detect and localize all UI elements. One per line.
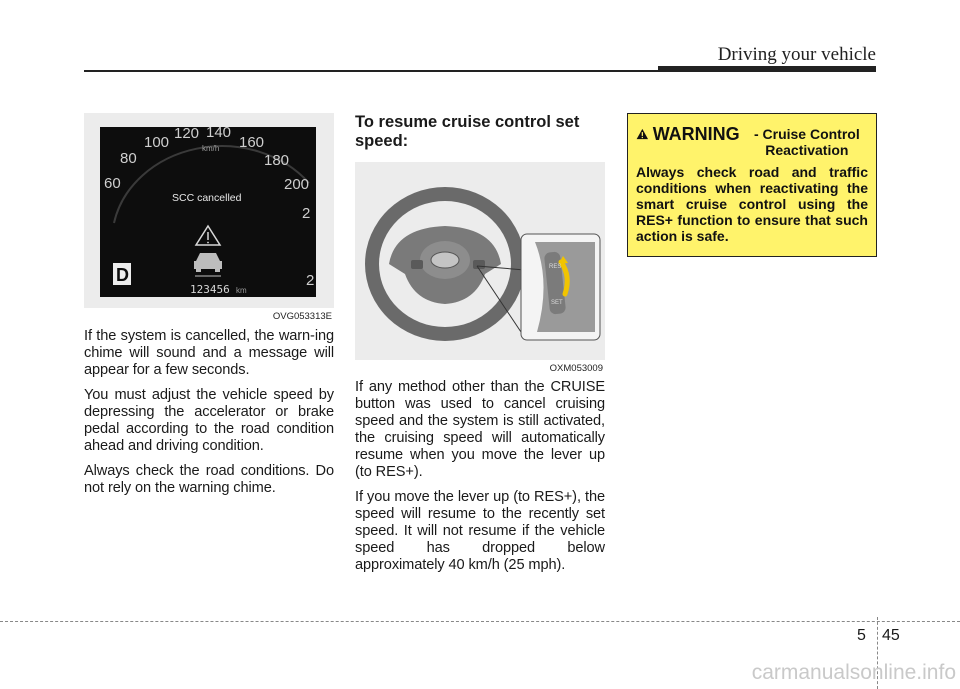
column-left-text [84, 328, 334, 497]
section-title: Driving your vehicle [717, 44, 876, 65]
speed-tick: 200 [284, 176, 310, 193]
column-right [627, 113, 877, 257]
instrument-cluster-image [84, 113, 334, 308]
paragraph: If the system is cancelled, the warn-ing chime will sound and a message will appear for a few seconds. [84, 328, 334, 378]
paragraph: You must adjust the vehicle speed by depressing the accelerator or brake pedal according to the road condition ahead and driving condition. [84, 387, 334, 454]
warning-box [627, 113, 877, 257]
steering-wheel-figure [355, 162, 605, 374]
section-heading: To resume cruise control set speed: [355, 113, 580, 150]
speed-tick: 180 [264, 152, 290, 169]
speed-tick: 120 [174, 125, 200, 142]
warning-icon [636, 125, 649, 143]
cluster-figure [84, 113, 334, 322]
speed-tick: 2 [306, 272, 315, 289]
speed-tick: 160 [239, 134, 265, 151]
speed-tick: 80 [120, 150, 137, 167]
warning-text: Always check road and traffic conditions when reactivating the smart cruise control using the RES+ function to ensure that such action is safe. [636, 164, 868, 244]
column-middle-text [355, 379, 605, 574]
column-middle [355, 113, 605, 582]
gear-indicator: D [116, 265, 129, 285]
figure-caption: OXM053009 [549, 363, 603, 374]
paragraph: If you move the lever up (to RES+), the speed will resume to the recently set speed. It will not resume if the vehicle speed has dropped below approximately 40 km/h (25 mph). [355, 489, 605, 573]
warning-header [636, 124, 868, 158]
display-message: SCC cancelled [172, 192, 242, 204]
speed-tick: 140 [206, 124, 232, 141]
lever-label-set: SET [551, 300, 563, 306]
paragraph: Always check the road conditions. Do not rely on the warning chime. [84, 463, 334, 496]
odometer-unit: km [236, 286, 247, 295]
speed-unit-label: km/h [202, 144, 220, 153]
chapter-number: 5 [857, 627, 866, 644]
page-number: 45 [882, 627, 900, 644]
odometer: 123456 [190, 283, 230, 296]
speed-tick: 2 [302, 205, 311, 222]
warning-label: WARNING [652, 124, 740, 144]
figure-caption: OVG053313E [272, 311, 332, 322]
column-left [84, 113, 334, 505]
steering-wheel-image [355, 162, 605, 360]
speed-tick: 100 [144, 134, 170, 151]
speed-tick: 60 [104, 175, 121, 192]
watermark: carmanualsonline.info [751, 661, 956, 684]
footer-divider [0, 621, 960, 622]
paragraph: If any method other than the CRUISE button was used to cancel cruising speed and the system is still activated, the cruising speed will automatically resume when you move the lever up (to RES+). [355, 379, 605, 480]
lever-label-res: RES [549, 264, 562, 270]
warning-subtitle: - Cruise Control Reactivation [753, 126, 860, 158]
header-divider-accent [658, 66, 876, 72]
